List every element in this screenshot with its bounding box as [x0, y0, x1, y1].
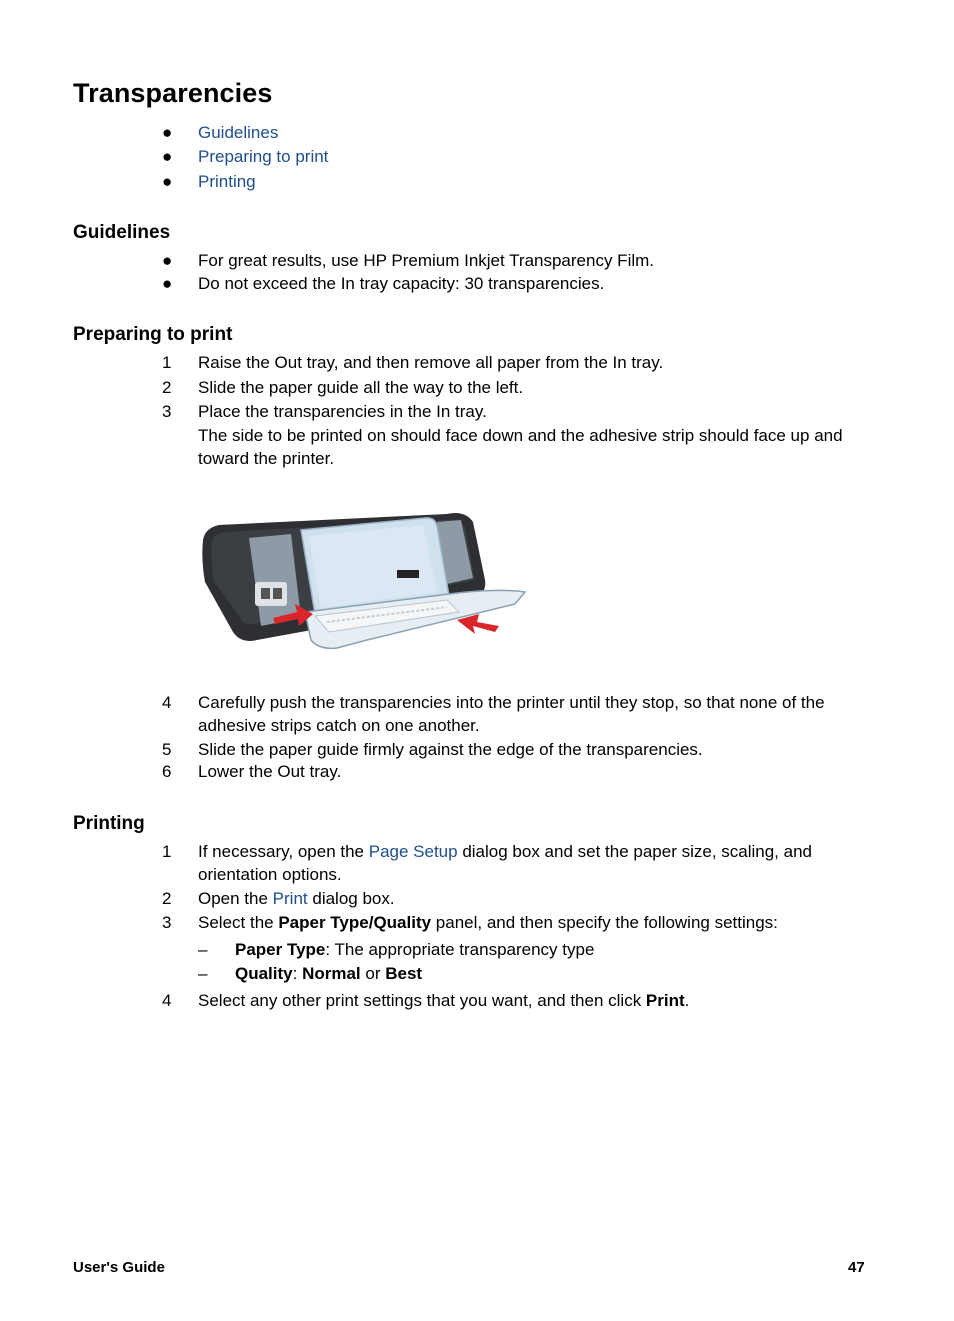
guideline-item: Do not exceed the In tray capacity: 30 transparencies.	[198, 274, 605, 293]
toc-link-preparing[interactable]: Preparing to print	[198, 147, 329, 166]
bullet: ●	[162, 251, 173, 270]
sub-item-quality: Quality: Normal or Best	[235, 964, 423, 983]
step-number: 1	[162, 353, 172, 372]
button-icon	[261, 588, 270, 599]
bullet: ●	[162, 123, 173, 142]
button-icon	[273, 588, 282, 599]
step-number: 4	[162, 991, 172, 1010]
page-number: 47	[848, 1259, 865, 1276]
print-link[interactable]: Print	[272, 889, 308, 908]
step-note: The side to be printed on should face down and the adhesive strip should face up and toward the printer.	[198, 426, 843, 468]
dash: –	[198, 940, 208, 959]
page-setup-link[interactable]: Page Setup	[368, 842, 458, 861]
printer-illustration	[197, 500, 529, 656]
step-number: 1	[162, 842, 172, 861]
step-text: If necessary, open the Page Setup dialog box and set the paper size, scaling, and orientation options.	[198, 842, 812, 884]
button-panel	[255, 582, 287, 606]
step-number: 5	[162, 740, 172, 759]
step-number: 4	[162, 693, 172, 712]
paper-slot	[397, 570, 419, 578]
step-text: Select any other print settings that you want, and then click Print.	[198, 991, 690, 1010]
step-text: Place the transparencies in the In tray.	[198, 402, 487, 421]
toc-link-printing[interactable]: Printing	[198, 172, 256, 191]
step-text: Select the Paper Type/Quality panel, and then specify the following settings:	[198, 913, 778, 932]
step-number: 3	[162, 402, 172, 421]
step-text: Slide the paper guide all the way to the left.	[198, 378, 524, 397]
step-text: Open the Print dialog box.	[198, 889, 395, 908]
step-number: 2	[162, 889, 172, 908]
page-title: Transparencies	[73, 78, 273, 108]
bullet: ●	[162, 274, 173, 293]
guidelines-heading: Guidelines	[73, 222, 171, 243]
dash: –	[198, 964, 208, 983]
bullet: ●	[162, 147, 173, 166]
footer-guide-label: User's Guide	[73, 1259, 165, 1276]
printing-heading: Printing	[73, 813, 145, 834]
preparing-heading: Preparing to print	[73, 324, 233, 345]
guideline-item: For great results, use HP Premium Inkjet Transparency Film.	[198, 251, 655, 270]
step-text: Slide the paper guide firmly against the edge of the transparencies.	[198, 740, 703, 759]
step-number: 3	[162, 913, 172, 932]
step-text: Raise the Out tray, and then remove all paper from the In tray.	[198, 353, 664, 372]
step-number: 6	[162, 762, 172, 781]
sub-item-paper-type: Paper Type: The appropriate transparency type	[235, 940, 595, 959]
step-text: Carefully push the transparencies into the printer until they stop, so that none of the adhesive strips catch on one another.	[198, 693, 825, 735]
toc-link-guidelines[interactable]: Guidelines	[198, 123, 279, 142]
step-number: 2	[162, 378, 172, 397]
bullet: ●	[162, 172, 173, 191]
step-text: Lower the Out tray.	[198, 762, 342, 781]
